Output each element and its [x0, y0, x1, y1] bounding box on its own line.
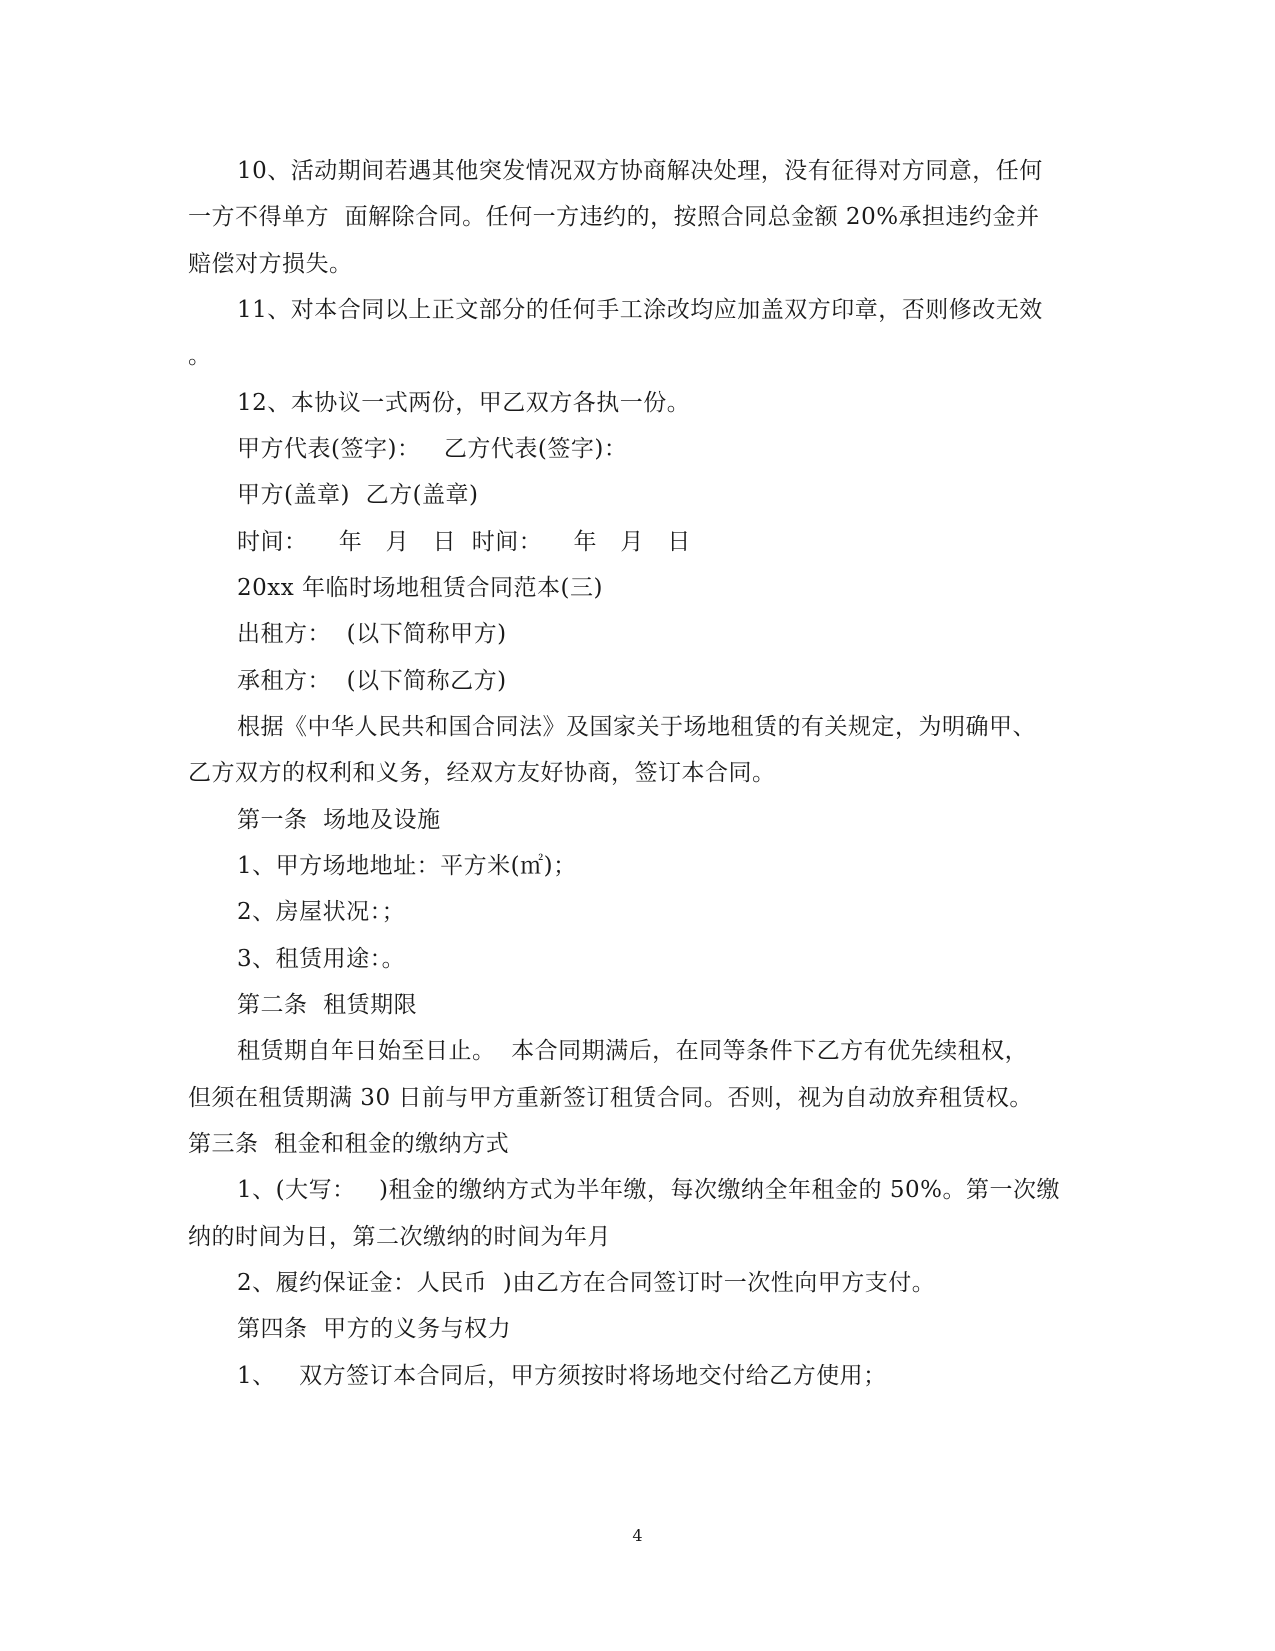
signing-dates: 时间： 年 月 日 时间： 年 月 日	[237, 529, 691, 555]
party-seals: 甲方(盖章) 乙方(盖章)	[237, 482, 479, 508]
preamble-line-1: 根据《中华人民共和国合同法》及国家关于场地租赁的有关规定，为明确甲、	[237, 714, 1036, 740]
clause-10-line-1: 10、活动期间若遇其他突发情况双方协商解决处理，没有征得对方同意，任何	[237, 158, 1043, 184]
lessor-line: 出租方： (以下简称甲方)	[237, 621, 507, 647]
article-4-item-1: 1、 双方签订本合同后，甲方须按时将场地交付给乙方使用；	[237, 1363, 887, 1389]
clause-12: 12、本协议一式两份，甲乙双方各执一份。	[237, 390, 691, 416]
article-3-heading: 第三条 租金和租金的缴纳方式	[188, 1131, 510, 1157]
article-3-item-1-line-2: 纳的时间为日，第二次缴纳的时间为年月	[188, 1224, 611, 1250]
page-number: 4	[632, 1526, 643, 1545]
article-1-item-3: 3、租赁用途：。	[237, 946, 406, 972]
clause-11-line-1: 11、对本合同以上正文部分的任何手工涂改均应加盖双方印章，否则修改无效	[237, 297, 1043, 323]
clause-11-line-2: 。	[188, 343, 212, 369]
article-2-line-1: 租赁期自年日始至日止。 本合同期满后，在同等条件下乙方有优先续租权，	[237, 1038, 1029, 1064]
clause-10-line-2: 一方不得单方 面解除合同。任何一方违约的，按照合同总金额 20%承担违约金并	[188, 204, 1040, 230]
article-2-line-2: 但须在租赁期满 30 日前与甲方重新签订租赁合同。否则，视为自动放弃租赁权。	[188, 1085, 1033, 1111]
article-3-item-2: 2、履约保证金：人民币 )由乙方在合同签订时一次性向甲方支付。	[237, 1270, 936, 1296]
article-2-heading: 第二条 租赁期限	[237, 992, 418, 1018]
lessee-line: 承租方： (以下简称乙方)	[237, 668, 507, 694]
article-1-item-1: 1、甲方场地地址：平方米(㎡)；	[237, 853, 577, 879]
article-1-heading: 第一条 场地及设施	[237, 807, 441, 833]
article-3-item-1-line-1: 1、(大写： )租金的缴纳方式为半年缴，每次缴纳全年租金的 50%。第一次缴	[237, 1177, 1060, 1203]
representative-signatures: 甲方代表(签字)： 乙方代表(签字)：	[237, 436, 628, 462]
preamble-line-2: 乙方双方的权利和义务，经双方友好协商，签订本合同。	[188, 760, 776, 786]
article-1-item-2: 2、房屋状况：；	[237, 899, 406, 925]
article-4-heading: 第四条 甲方的义务与权力	[237, 1316, 512, 1342]
contract-title: 20xx 年临时场地租赁合同范本(三)	[237, 575, 603, 601]
clause-10-line-3: 赔偿对方损失。	[188, 251, 353, 277]
